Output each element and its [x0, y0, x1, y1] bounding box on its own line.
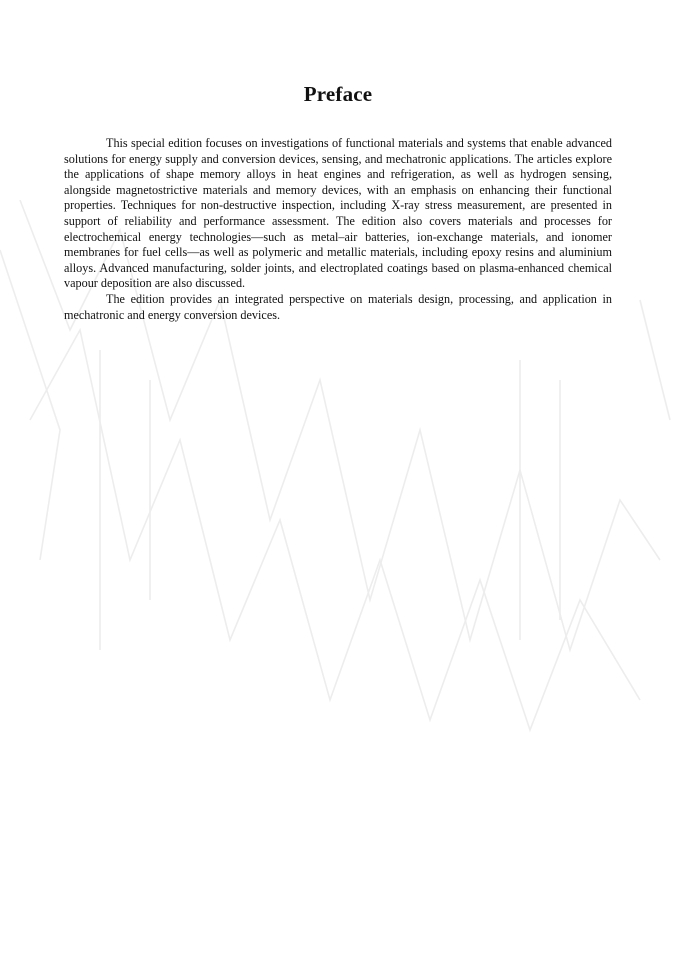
preface-paragraph-1: This special edition focuses on investigations of functional materials and systems that enable advanced solutions for energy supply and conversion devices, sensing, and mechatronic applications. The articles explore the applications of shape memory alloys in heat engines and refrigeration, as well as hydrogen sensing, alongside magnetostrictive materials and memory devices, with an emphasis on enhancing their functional properties. Techniques for non-destructive inspection, including X-ray stress measurement, are presented in support of reliability and performance assessment. The edition also covers materials and processes for electrochemical energy technologies—such as metal–air batteries, ion-exchange materials, and ionomer membranes for fuel cells—as well as polymeric and metallic materials, including epoxy resins and aluminium alloys. Advanced manufacturing, solder joints, and electroplated coatings based on plasma-enhanced chemical vapour deposition are also discussed.: [64, 136, 612, 291]
preface-page: [64, 80, 612, 323]
page-title: Preface: [303, 82, 373, 106]
preface-paragraph-2: The edition provides an integrated perspective on materials design, processing, and application in mechatronic and energy conversion devices.: [64, 291, 612, 322]
